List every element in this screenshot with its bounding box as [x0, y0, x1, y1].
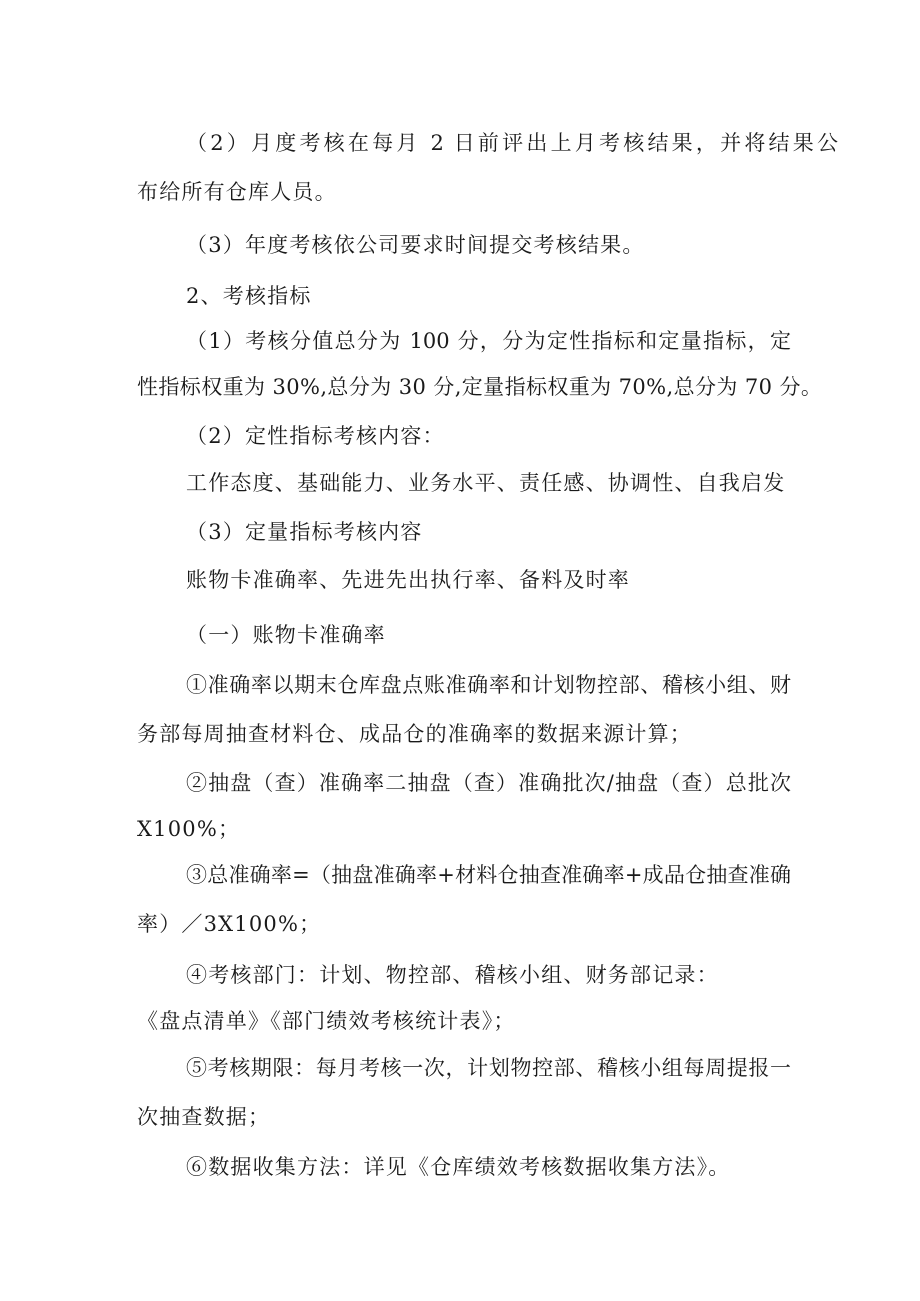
paragraph-qualitative-heading: （2）定性指标考核内容：	[186, 424, 445, 448]
paragraph-item-5-line-1: ⑤考核期限：每月考核一次，计划物控部、稽核小组每周提报一	[186, 1056, 791, 1080]
paragraph-qualitative-items: 工作态度、基础能力、业务水平、责任感、协调性、自我启发	[186, 471, 786, 495]
paragraph-quantitative-items: 账物卡准确率、先进先出执行率、备料及时率	[186, 568, 630, 592]
paragraph-score-line-2: 性指标权重为 30%,总分为 30 分,定量指标权重为 70%,总分为 70 分。	[137, 375, 823, 399]
paragraph-item-2-line-2: X100%；	[137, 817, 241, 841]
paragraph-item-4-line-2: 《盘点清单》《部门绩效考核统计表》；	[137, 1009, 516, 1033]
paragraph-monthly-review-line-2: 布给所有仓库人员。	[137, 180, 337, 204]
paragraph-item-6: ⑥数据收集方法：详见《仓库绩效考核数据收集方法》。	[186, 1155, 731, 1179]
paragraph-quantitative-heading: （3）定量指标考核内容	[186, 520, 423, 544]
paragraph-item-1-line-1: ①准确率以期末仓库盘点账准确率和计划物控部、稽核小组、财	[186, 673, 791, 697]
section-heading-indicators: 2、考核指标	[186, 284, 312, 308]
paragraph-item-3-line-2: 率）／3X100%；	[137, 912, 322, 936]
paragraph-item-4-line-1: ④考核部门：计划、物控部、稽核小组、财务部记录：	[186, 963, 719, 987]
paragraph-item-1-line-2: 务部每周抽查材料仓、成品仓的准确率的数据来源计算；	[137, 722, 692, 746]
paragraph-annual-review: （3）年度考核依公司要求时间提交考核结果。	[186, 233, 645, 257]
paragraph-score-line-1: （1）考核分值总分为 100 分，分为定性指标和定量指标，定	[186, 329, 791, 353]
paragraph-item-5-line-2: 次抽查数据；	[137, 1105, 271, 1129]
paragraph-monthly-review-line-1: （2）月度考核在每月 2 日前评出上月考核结果，并将结果公	[186, 131, 838, 155]
paragraph-item-3-line-1: ③总准确率=（抽盘准确率+材料仓抽查准确率+成品仓抽查准确	[186, 863, 791, 887]
paragraph-item-2-line-1: ②抽盘（查）准确率二抽盘（查）准确批次/抽盘（查）总批次	[186, 771, 791, 795]
subsection-heading-accuracy: （一）账物卡准确率	[186, 623, 386, 647]
